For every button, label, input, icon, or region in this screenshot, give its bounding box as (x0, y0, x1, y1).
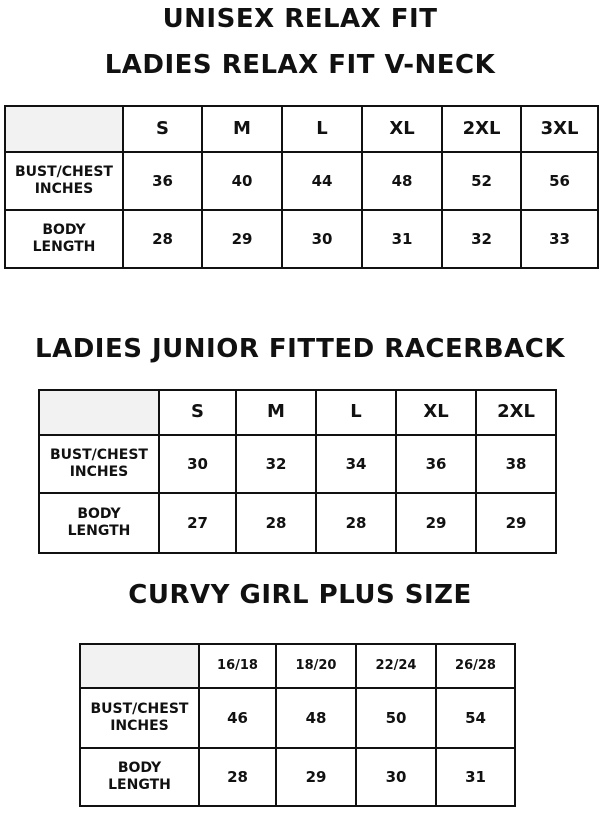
size-header-l: L (282, 106, 362, 152)
bust-chest-label (39, 435, 159, 493)
bust-value: 36 (123, 152, 202, 210)
length-row (39, 493, 556, 553)
length-value: 32 (442, 210, 521, 268)
size-header-xl: XL (362, 106, 442, 152)
bust-value: 34 (316, 435, 396, 493)
bust-value: 48 (362, 152, 442, 210)
size-header-26-28: 26/28 (436, 644, 515, 688)
length-value: 28 (199, 748, 276, 806)
length-value: 29 (202, 210, 282, 268)
size-header-22-24: 22/24 (356, 644, 436, 688)
size-table-plus-size (79, 643, 516, 807)
size-header-s: S (159, 390, 236, 435)
bust-chest-label (80, 688, 199, 748)
bust-value: 46 (199, 688, 276, 748)
size-header-18-20: 18/20 (276, 644, 356, 688)
size-header-3xl: 3XL (521, 106, 598, 152)
size-header-16-18: 16/18 (199, 644, 276, 688)
length-value: 28 (123, 210, 202, 268)
length-value: 31 (436, 748, 515, 806)
size-header-m: M (202, 106, 282, 152)
bust-value: 52 (442, 152, 521, 210)
length-value: 28 (236, 493, 316, 553)
bust-row (80, 688, 515, 748)
bust-label-line2: INCHES (69, 464, 129, 480)
body-length-label (5, 210, 123, 268)
length-value: 28 (316, 493, 396, 553)
length-value: 30 (356, 748, 436, 806)
bust-value: 54 (436, 688, 515, 748)
title-curvy-girl-plus-size: CURVY GIRL PLUS SIZE (128, 580, 472, 610)
length-value: 27 (159, 493, 236, 553)
size-header-row (5, 106, 598, 152)
length-row (5, 210, 598, 268)
length-label-line1: BODY (117, 759, 162, 776)
bust-value: 36 (396, 435, 476, 493)
bust-label-line1: BUST/CHEST (50, 446, 148, 463)
size-header-l: L (316, 390, 396, 435)
length-row (80, 748, 515, 806)
size-header-2xl: 2XL (476, 390, 556, 435)
bust-value: 30 (159, 435, 236, 493)
body-length-label (39, 493, 159, 553)
bust-value: 56 (521, 152, 598, 210)
size-header-row (39, 390, 556, 435)
length-label-line2: LENGTH (67, 523, 131, 539)
title-junior-fitted-racerback: LADIES JUNIOR FITTED RACERBACK (35, 334, 565, 364)
length-value: 31 (362, 210, 442, 268)
size-header-row (80, 644, 515, 688)
bust-label-line2: INCHES (34, 181, 94, 197)
corner-cell (5, 106, 123, 152)
body-length-label (80, 748, 199, 806)
size-header-2xl: 2XL (442, 106, 521, 152)
length-value: 29 (276, 748, 356, 806)
title-unisex-relax-fit: UNISEX RELAX FIT (162, 4, 438, 34)
size-header-xl: XL (396, 390, 476, 435)
length-value: 29 (396, 493, 476, 553)
length-label-line2: LENGTH (32, 239, 96, 255)
bust-label-line1: BUST/CHEST (15, 163, 113, 180)
corner-cell (39, 390, 159, 435)
length-label-line1: BODY (42, 221, 86, 238)
bust-value: 48 (276, 688, 356, 748)
length-value: 29 (476, 493, 556, 553)
bust-value: 38 (476, 435, 556, 493)
size-table-racerback (38, 389, 557, 554)
bust-label-line2: INCHES (110, 718, 169, 734)
bust-row (5, 152, 598, 210)
bust-value: 50 (356, 688, 436, 748)
bust-label-line1: BUST/CHEST (90, 700, 189, 717)
bust-value: 40 (202, 152, 282, 210)
corner-cell (80, 644, 199, 688)
size-header-s: S (123, 106, 202, 152)
length-value: 30 (282, 210, 362, 268)
size-table-relax-fit (4, 105, 599, 269)
bust-value: 44 (282, 152, 362, 210)
length-label-line2: LENGTH (108, 777, 171, 793)
title-ladies-relax-fit-vneck: LADIES RELAX FIT V-NECK (104, 50, 496, 80)
length-value: 33 (521, 210, 598, 268)
bust-chest-label (5, 152, 123, 210)
bust-value: 32 (236, 435, 316, 493)
bust-row (39, 435, 556, 493)
length-label-line1: BODY (77, 505, 121, 522)
size-header-m: M (236, 390, 316, 435)
